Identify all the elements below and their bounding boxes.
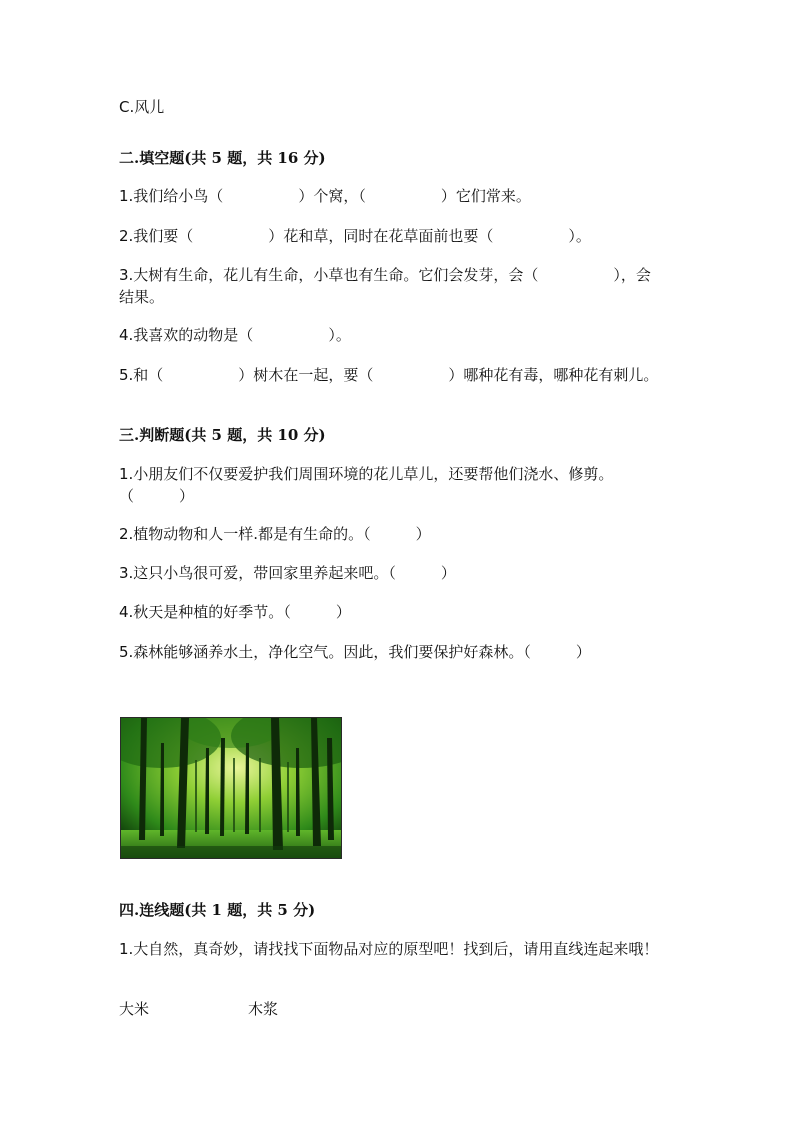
fill-question-2: 2.我们要（ ）花和草，同时在花草面前也要（ ）。: [119, 227, 591, 245]
judge-question-1: 1.小朋友们不仅要爱护我们周围环境的花儿草儿，还要帮他们浇水、修剪。（ ）: [119, 465, 614, 505]
judge-question-5: 5.森林能够涵养水土，净化空气。因此，我们要保护好森林。（ ）: [119, 643, 591, 661]
fill-question-1: 1.我们给小鸟（ ）个窝，（ ）它们常来。: [119, 187, 531, 205]
match-right-word: 木浆: [248, 1000, 279, 1018]
section-3-heading: 三.判断题(共 5 题，共 10 分): [119, 426, 326, 444]
fill-question-5: 5.和（ ）树木在一起，要（ ）哪种花有毒，哪种花有刺儿。: [119, 366, 659, 384]
match-question-1: 1.大自然，真奇妙，请找找下面物品对应的原型吧！找到后，请用直线连起来哦！: [119, 940, 659, 958]
fill-question-3: 3.大树有生命，花儿有生命，小草也有生命。它们会发芽，会（ ），会结果。: [119, 266, 651, 306]
forest-photo: [120, 717, 342, 859]
section-2-heading: 二.填空题(共 5 题，共 16 分): [119, 149, 326, 167]
judge-question-4: 4.秋天是种植的好季节。（ ）: [119, 603, 351, 621]
judge-question-3: 3.这只小鸟很可爱，带回家里养起来吧。（ ）: [119, 564, 456, 582]
section-4-heading: 四.连线题(共 1 题，共 5 分): [119, 901, 316, 919]
match-left-word: 大米: [119, 1000, 150, 1018]
fill-question-4: 4.我喜欢的动物是（ ）。: [119, 326, 351, 344]
judge-question-2: 2.植物动物和人一样.都是有生命的。（ ）: [119, 525, 431, 543]
option-c: C.风儿: [119, 98, 165, 116]
